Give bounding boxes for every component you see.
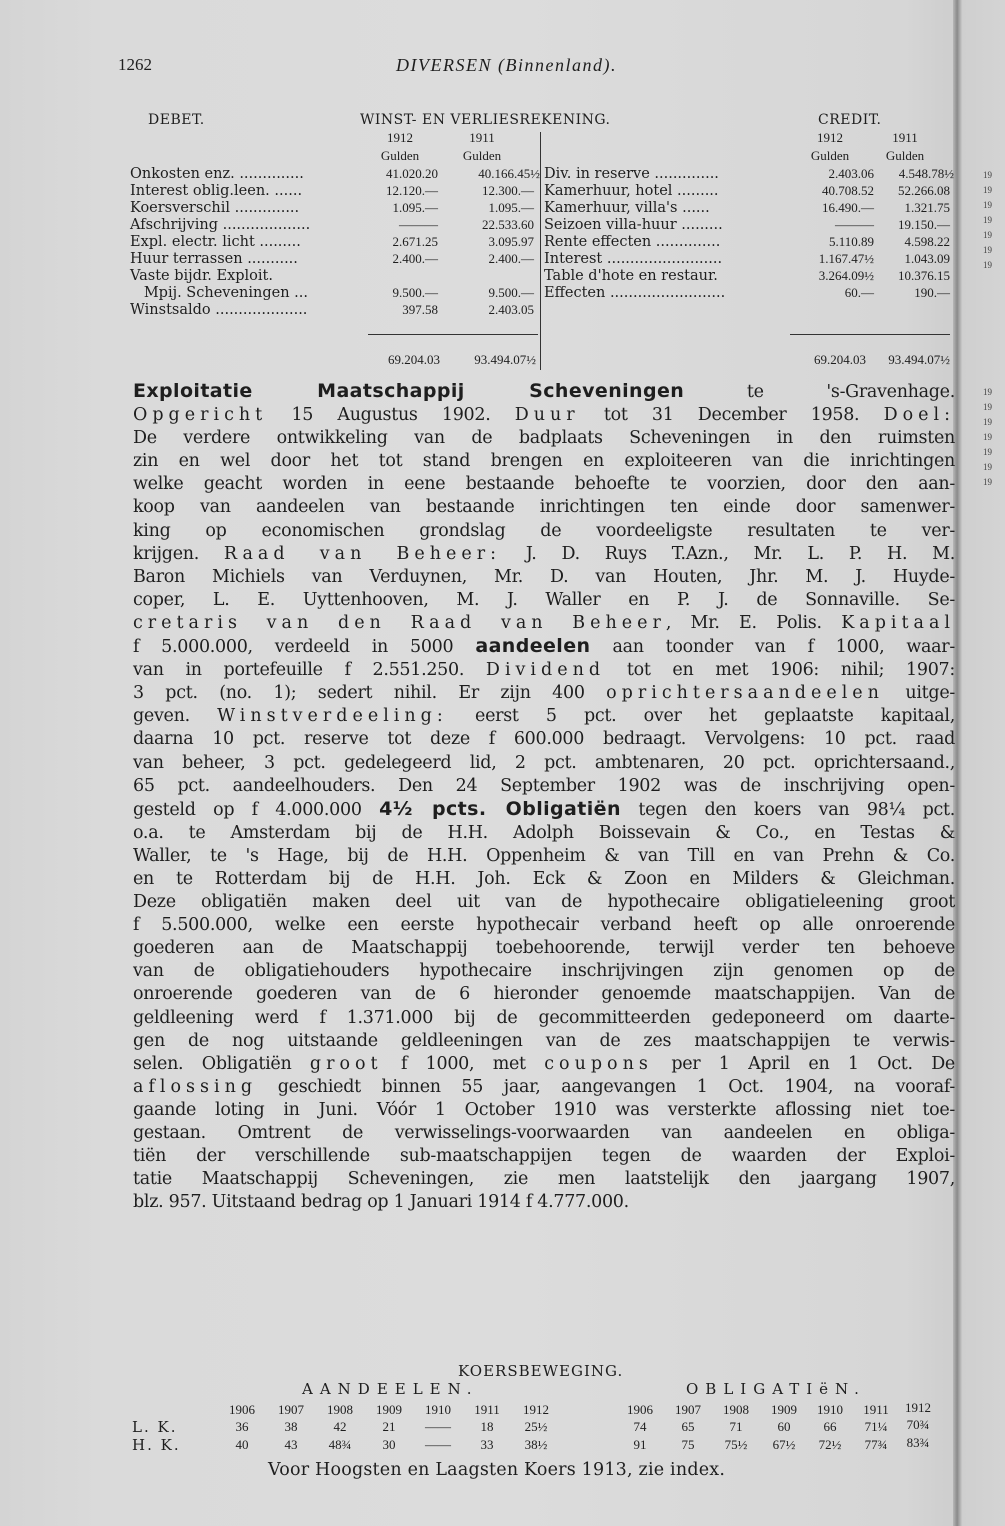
company-heading (133, 380, 955, 404)
shares-low: 18 (480, 1419, 494, 1434)
page-header (118, 55, 938, 85)
bonds-high: 75 (681, 1437, 695, 1452)
debet-row: Vaste bijdr. Exploit. (130, 268, 273, 284)
debet-heading: DEBET. (148, 112, 205, 128)
row-label-high: H. K. (132, 1436, 181, 1454)
bonds-low: 70¾ (906, 1417, 930, 1432)
shares-year: 1910 (425, 1402, 451, 1417)
bonds-year: 1906 (627, 1402, 653, 1417)
bonds-low: 71 (729, 1419, 743, 1434)
credit-total-1911: 93.494.07½ (888, 352, 950, 367)
account-title: WINST- EN VERLIESREKENING. (360, 112, 611, 128)
credit-total-1912: 69.204.03 (814, 352, 866, 367)
shares-high: —— (425, 1437, 451, 1452)
debet-row: Interest oblig.leen. ...... 12.120.— 12.300.— (130, 183, 534, 199)
index-footnote: Voor Hoogsten en Laagsten Koers 1913, zie index. (268, 1460, 726, 1480)
debet-year-1911: 1911 (469, 130, 495, 145)
bonds-high: 75½ (724, 1437, 748, 1452)
bonds-high: 72½ (818, 1437, 842, 1452)
debet-year-1912: 1912 (387, 130, 413, 145)
bonds-low: 65 (681, 1419, 695, 1434)
text-line: gen de nog uitstaande geldleeningen van de zes maatschappijen te verwis- (133, 1030, 955, 1051)
text-line: Baron Michiels van Verduynen, Mr. D. van Houten, Jhr. M. J. Huyde- (133, 566, 955, 587)
credit-row: Kamerhuur, hotel ......... 40.708.52 52.266.08 (544, 183, 950, 199)
shares-year: 1909 (376, 1402, 402, 1417)
running-title: DIVERSEN (Binnenland). (396, 55, 617, 75)
shares-low: 38 (284, 1419, 298, 1434)
text-line: goederen aan de Maatschappij toebehoorende, terwijl verder ten behoeve (133, 938, 955, 959)
credit-total-rule (790, 334, 950, 335)
adjacent-page-text: 19 19 19 19 19 19 19 (983, 170, 992, 270)
credit-row: Div. in reserve .............. 2.403.06 4.548.78½ (544, 166, 954, 182)
bonds-low: 74 (633, 1419, 647, 1434)
text-line: geven. Winstverdeeling: eerst 5 pct. over het geplaatste kapitaal, (133, 706, 955, 727)
text-line: Deze obligatiën maken deel uit van de hypothecaire obligatieleening groot (133, 892, 955, 913)
text-line: en te Rotterdam bij de H.H. Joh. Eck & Zoon en Milders & Gleichman. (133, 868, 955, 889)
shares-low: 42 (333, 1419, 347, 1434)
shares-low: —— (425, 1419, 451, 1434)
bonds-year: 1911 (863, 1402, 889, 1417)
shares-low: 21 (382, 1419, 396, 1434)
bonds-low: 71¼ (864, 1419, 888, 1434)
text-line: daarna 10 pct. reserve tot deze f 600.000 bedraagt. Vervolgens: 10 pct. raad (133, 729, 955, 750)
credit-row: Interest ......................... 1.167.47½ 1.043.09 (544, 251, 950, 267)
credit-row: Kamerhuur, villa's ...... 16.490.— 1.321.75 (544, 200, 950, 216)
text-line: van de obligatiehouders hypothecaire inschrijvingen zijn genomen op de (133, 961, 955, 982)
bonds-heading: OBLIGATIëN. (686, 1380, 866, 1398)
column-divider (540, 132, 541, 370)
text-line: gestaan. Omtrent de verwisselings-voorwaarden van aandeelen en obliga- (133, 1123, 955, 1143)
shares-year: 1907 (278, 1402, 304, 1417)
credit-row: Table d'hote en restaur. 3.264.09½ 10.376.15 (544, 268, 950, 284)
debet-total-1912: 69.204.03 (388, 352, 440, 367)
credit-heading: CREDIT. (818, 112, 882, 128)
text-line: welke geacht worden in eene bestaande behoefte te voorzien, door den aan- (133, 474, 955, 495)
shares-high: 43 (284, 1437, 298, 1452)
text-line: tiën der verschillende sub-maatschappijen tegen de waarden der Exploi- (133, 1146, 955, 1167)
company-name: Exploitatie Maatschappij Scheveningen (133, 380, 685, 402)
debet-row: Koersverschil .............. 1.095.— 1.095.— (130, 200, 534, 216)
bonds-high: 91 (633, 1437, 647, 1452)
debet-total-rule (368, 334, 538, 335)
credit-row: Effecten ......................... 60.— 190.— (544, 285, 950, 301)
debet-total-1911: 93.494.07½ (474, 352, 536, 367)
text-line: coper, L. E. Uyttenhooven, M. J. Waller en P. J. de Sonnaville. Se- (133, 589, 955, 610)
shares-high: 48¾ (328, 1437, 352, 1452)
shares-year: 1911 (474, 1402, 500, 1417)
bonds-year: 1909 (771, 1402, 797, 1417)
credit-unit-1911: Gulden (885, 148, 925, 163)
text-line: blz. 957. Uitstaand bedrag op 1 Januari 1914 f 4.777.000. (133, 1192, 629, 1213)
text-line: van in portefeuille f 2.551.250. Dividend tot en met 1906: nihil; 1907: (133, 660, 955, 681)
shares-high: 33 (480, 1437, 494, 1452)
price-movement-table (120, 1362, 970, 1522)
bonds-high: 67½ (772, 1437, 796, 1452)
text-line: De verdere ontwikkeling van de badplaats Scheveningen in den ruimsten (133, 428, 955, 449)
shares-heading: AANDEELEN. (302, 1380, 479, 1398)
bonds-year: 1912 (905, 1400, 931, 1415)
page-number: 1262 (118, 55, 152, 74)
text-line: f 5.000.000, verdeeld in 5000 aandeelen aan toonder van f 1000, waar- (133, 635, 955, 658)
shares-low: 25½ (524, 1419, 548, 1434)
text-line: geldleening werd f 1.371.000 bij de gecommitteerden gedeponeerd om daarte- (133, 1007, 955, 1028)
credit-row: Rente effecten .............. 5.110.89 4.598.22 (544, 234, 950, 250)
credit-row: Seizoen villa-huur ......... ——— 19.150.— (544, 217, 950, 233)
debet-row: Onkosten enz. .............. 41.020.20 40.166.45½ (130, 166, 540, 182)
debet-row: Huur terrassen ........... 2.400.— 2.400.— (130, 251, 534, 267)
profit-loss-account (130, 112, 970, 372)
text-line: onroerende goederen van de 6 hieronder genoemde maatschappijen. Van de (133, 984, 955, 1005)
text-line: gaande loting in Juni. Vóór 1 October 1910 was versterkte aflossing niet toe- (133, 1099, 955, 1120)
debet-row: Mpij. Scheveningen ... 9.500.— 9.500.— (130, 285, 534, 301)
price-movement-title: KOERSBEWEGING. (458, 1362, 624, 1380)
debet-row: Winstsaldo .................... 397.58 2.403.05 (130, 302, 534, 318)
bonds-high: 83¾ (906, 1435, 930, 1450)
text-line: van beheer, 3 pct. gedelegeerd lid, 2 pct. ambtenaren, 20 pct. oprichtersaand., (133, 752, 955, 773)
bonds-year: 1907 (675, 1402, 701, 1417)
credit-year-1911: 1911 (892, 130, 918, 145)
text-line: gesteld op f 4.000.000 4½ pcts. Obligatiën tegen den koers van 98¼ pct. (133, 797, 955, 820)
text-line: king op economischen grondslag de voordeeligste resultaten te ver- (133, 520, 955, 541)
text-line: zin en wel door het tot stand brengen en exploiteeren van die inrichtingen (133, 451, 955, 472)
text-line: aflossing geschiedt binnen 55 jaar, aangevangen 1 Oct. 1904, na vooraf- (133, 1076, 955, 1097)
credit-year-1912: 1912 (817, 130, 843, 145)
company-location: te 's-Gravenhage. (746, 382, 955, 402)
adjacent-page-text: 19 19 19 19 19 19 19 (983, 387, 992, 487)
company-description (133, 380, 955, 1214)
shares-high: 38½ (524, 1437, 548, 1452)
debet-unit-1912: Gulden (380, 148, 420, 163)
bonds-low: 66 (823, 1419, 837, 1434)
bonds-year: 1910 (817, 1402, 843, 1417)
shares-high: 40 (235, 1437, 249, 1452)
shares-low: 36 (235, 1419, 249, 1434)
text-line: krijgen. Raad van Beheer: J. D. Ruys T.Azn., Mr. L. P. H. M. (133, 543, 956, 564)
text-line: Waller, te 's Hage, bij de H.H. Oppenheim & van Till en van Prehn & Co. (133, 845, 955, 866)
text-line: koop van aandeelen van bestaande inrichtingen ten einde door samenwer- (133, 497, 955, 518)
text-line: selen. Obligatiën groot f 1000, met coupons per 1 April en 1 Oct. De (133, 1053, 955, 1074)
debet-row: Expl. electr. licht ......... 2.671.25 3.095.97 (130, 234, 534, 250)
text-line: 3 pct. (no. 1); sedert nihil. Er zijn 400 oprichtersaandeelen uitge- (133, 683, 955, 704)
shares-year: 1908 (327, 1402, 353, 1417)
bonds-high: 77¾ (864, 1437, 888, 1452)
credit-unit-1912: Gulden (810, 148, 850, 163)
row-label-low: L. K. (132, 1418, 178, 1436)
shares-year: 1912 (523, 1402, 549, 1417)
debet-unit-1911: Gulden (462, 148, 502, 163)
text-line: 65 pct. aandeelhouders. Den 24 September 1902 was de inschrijving open- (133, 775, 955, 796)
bonds-year: 1908 (723, 1402, 749, 1417)
debet-row: Afschrijving ................... ——— 22.533.60 (130, 217, 534, 233)
text-line: cretaris van den Raad van Beheer, Mr. E. Polis. Kapitaal (133, 612, 955, 633)
shares-high: 30 (382, 1437, 396, 1452)
bonds-low: 60 (777, 1419, 791, 1434)
shares-year: 1906 (229, 1402, 255, 1417)
text-line: tatie Maatschappij Scheveningen, zie men laatstelijk den jaargang 1907, (133, 1169, 955, 1190)
text-line: o.a. te Amsterdam bij de H.H. Adolph Boissevain & Co., en Testas & (133, 822, 955, 843)
text-line: f 5.500.000, welke een eerste hypothecair verband heeft op alle onroerende (133, 915, 955, 936)
text-line: Opgericht 15 Augustus 1902. Duur tot 31 December 1958. Doel: (133, 405, 955, 426)
